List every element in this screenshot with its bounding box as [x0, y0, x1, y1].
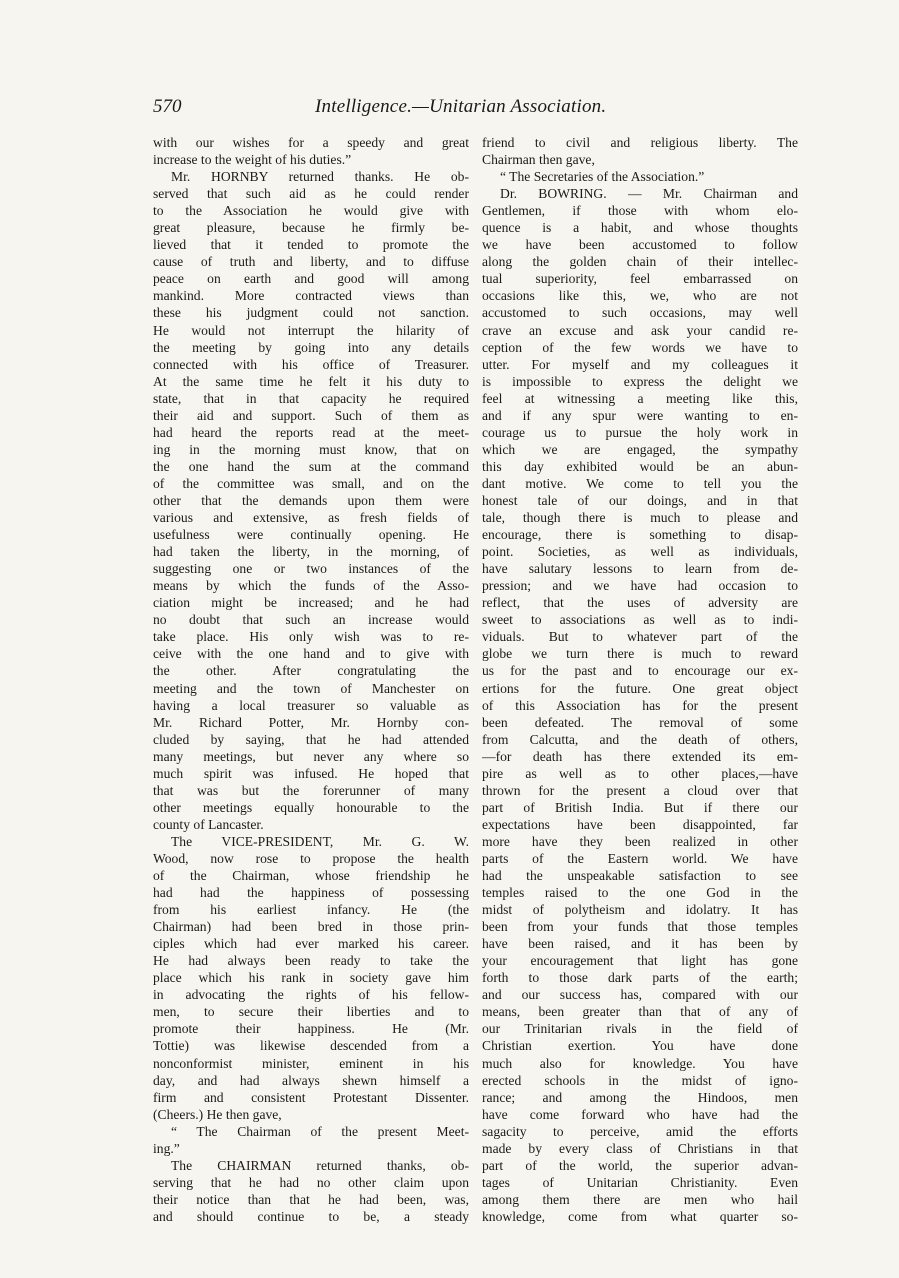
text-line: friend to civil and religious liberty. The: [482, 135, 798, 150]
text-line: with our wishes for a speedy and great: [153, 135, 469, 150]
text-line: Dr. BOWRING. — Mr. Chairman and: [500, 186, 798, 202]
text-line: Mr. Richard Potter, Mr. Hornby con-: [153, 714, 469, 730]
text-line: temples raised to the one God in the: [482, 885, 798, 901]
text-line: connected with his office of Treasurer.: [153, 356, 469, 372]
text-line: their aid and support. Such of them as: [153, 407, 469, 423]
text-line: quence is a habit, and whose thoughts: [482, 220, 798, 236]
text-line: forth to those dark parts of the earth;: [482, 970, 798, 986]
text-line: had the unspeakable satisfaction to see: [482, 868, 798, 884]
text-line: to the Association he would give with: [153, 203, 469, 219]
text-line: tages of Unitarian Christianity. Even: [482, 1174, 798, 1190]
text-line: the one hand the sum at the command: [153, 458, 469, 474]
text-line: point. Societies, as well as individuals,: [482, 544, 798, 560]
text-line: crave an excuse and ask your candid re-: [482, 322, 798, 338]
right-column: [482, 134, 798, 1225]
text-line: reflect, that the uses of adversity are: [482, 595, 798, 611]
text-line: expectations have been disappointed, far: [482, 816, 798, 832]
text-line: in advocating the rights of his fellow-: [153, 987, 469, 1003]
text-line: among them there are men who hail: [482, 1191, 798, 1207]
text-line: lieved that it tended to promote the: [153, 237, 469, 253]
text-line: served that such aid as he could render: [153, 186, 469, 202]
text-line: these his judgment could not sanction.: [153, 305, 469, 321]
text-line: have salutary lessons to learn from de-: [482, 561, 798, 577]
text-line: other that the demands upon them were: [153, 492, 469, 508]
text-line: us for the past and to encourage our ex-: [482, 663, 798, 679]
text-line: other meetings equally honourable to the: [153, 799, 469, 815]
text-line: much spirit was infused. He hoped that: [153, 765, 469, 781]
text-line: been from your funds that those temples: [482, 919, 798, 935]
text-line: part of the world, the superior advan-: [482, 1157, 798, 1173]
text-line: Chairman) had been bred in those prin-: [153, 919, 469, 935]
text-line: —for death has there extended its em-: [482, 748, 798, 764]
text-line: of this Association has for the present: [482, 697, 798, 713]
text-line: firm and consistent Protestant Dissenter.: [153, 1089, 469, 1105]
text-line: more have they been realized in other: [482, 833, 798, 849]
text-line: no doubt that such an increase would: [153, 612, 469, 628]
text-line: ing.”: [153, 1140, 180, 1156]
text-line: great pleasure, because he firmly be-: [153, 220, 469, 236]
text-line: He would not interrupt the hilarity of: [153, 322, 469, 338]
text-line: accustomed to such occasions, may well: [482, 305, 798, 321]
text-line: their notice than that he had been, was,: [153, 1191, 469, 1207]
text-line: parts of the Eastern world. We have: [482, 850, 798, 866]
text-line: sweet to associations as well as to indi-: [482, 612, 798, 628]
text-line: and our success has, compared with our: [482, 987, 798, 1003]
text-line: having a local treasurer so valuable as: [153, 697, 469, 713]
text-line: globe we turn there is much to reward: [482, 646, 798, 662]
text-line: sagacity to perceive, amid the efforts: [482, 1123, 798, 1139]
text-line: and should continue to be, a steady: [153, 1208, 469, 1224]
text-line: viduals. But to whatever part of the: [482, 629, 798, 645]
text-line: pire as well as to other places,—have: [482, 765, 798, 781]
text-line: had taken the liberty, in the morning, of: [153, 544, 469, 560]
text-line: midst of polytheism and idolatry. It has: [482, 902, 798, 918]
text-line: state, that in that capacity he required: [153, 390, 469, 406]
text-line: Chairman then gave,: [482, 152, 595, 168]
text-line: He had always been ready to take the: [153, 953, 469, 969]
text-line: means, been greater than that of any of: [482, 1004, 798, 1020]
text-line: from his earliest infancy. He (the: [153, 902, 469, 918]
text-line: we have been accustomed to follow: [482, 237, 798, 253]
text-line: ciation might be increased; and he had: [153, 595, 469, 611]
text-line: part of British India. But if there our: [482, 799, 798, 815]
text-line: nonconformist minister, eminent in his: [153, 1055, 469, 1071]
text-line: is impossible to express the delight we: [482, 373, 798, 389]
text-line: tual superiority, feel embarrassed on: [482, 271, 798, 287]
text-line: much also for knowledge. You have: [482, 1055, 798, 1071]
text-line: The VICE-PRESIDENT, Mr. G. W.: [171, 833, 469, 849]
text-line: (Cheers.) He then gave,: [153, 1106, 282, 1122]
text-line: Christian exertion. You have done: [482, 1038, 798, 1054]
text-line: had heard the reports read at the meet-: [153, 424, 469, 440]
text-line: promote their happiness. He (Mr.: [153, 1021, 469, 1037]
left-column: [153, 134, 469, 1225]
text-line: have been raised, and it has been by: [482, 936, 798, 952]
text-line: of the Chairman, whose friendship he: [153, 868, 469, 884]
text-line: knowledge, come from what quarter so-: [482, 1208, 798, 1224]
text-line: ception of the few words we have to: [482, 339, 798, 355]
text-line: have come forward who have had the: [482, 1106, 798, 1122]
text-line: Mr. HORNBY returned thanks. He ob-: [171, 169, 469, 185]
text-line: serving that he had no other claim upon: [153, 1174, 469, 1190]
text-line: men, to secure their liberties and to: [153, 1004, 469, 1020]
text-line: Gentlemen, if those with whom elo-: [482, 203, 798, 219]
text-line: meeting and the town of Manchester on: [153, 680, 469, 696]
text-line: ertions for the future. One great object: [482, 680, 798, 696]
text-line: mankind. More contracted views than: [153, 288, 469, 304]
text-line: been defeated. The removal of some: [482, 714, 798, 730]
page-header: [153, 96, 793, 126]
text-line: along the golden chain of their intellec-: [482, 254, 798, 270]
text-line: ciples which had ever marked his career.: [153, 936, 469, 952]
text-line: peace on earth and good will among: [153, 271, 469, 287]
text-line: erected schools in the midst of igno-: [482, 1072, 798, 1088]
text-line: pression; and we have had occasion to: [482, 578, 798, 594]
text-line: Wood, now rose to propose the health: [153, 850, 469, 866]
text-line: our Trinitarian rivals in the field of: [482, 1021, 798, 1037]
page-number: 570: [153, 96, 182, 117]
running-title: Intelligence.—Unitarian Association.: [315, 96, 607, 117]
text-line: from Calcutta, and the death of others,: [482, 731, 798, 747]
text-line: rance; and among the Hindoos, men: [482, 1089, 798, 1105]
text-line: of the committee was small, and on the: [153, 475, 469, 491]
text-line: cause of truth and liberty, and to diffuse: [153, 254, 469, 270]
text-line: occasions like this, we, who are not: [482, 288, 798, 304]
text-line: courage us to pursue the holy work in: [482, 424, 798, 440]
text-line: encourage, there is something to disap-: [482, 527, 798, 543]
text-line: ing in the morning must know, that on: [153, 441, 469, 457]
text-line: honest tale of our doings, and in that: [482, 492, 798, 508]
text-line: and if any spur were wanting to en-: [482, 407, 798, 423]
text-line: The CHAIRMAN returned thanks, ob-: [171, 1157, 469, 1173]
text-line: your encouragement that light has gone: [482, 953, 798, 969]
text-line: thrown for the present a cloud over that: [482, 782, 798, 798]
text-line: county of Lancaster.: [153, 816, 264, 832]
text-line: many meetings, but never any where so: [153, 748, 469, 764]
text-line: place which his rank in society gave him: [153, 970, 469, 986]
text-line: cluded by saying, that he had attended: [153, 731, 469, 747]
text-line: had had the happiness of possessing: [153, 885, 469, 901]
text-line: increase to the weight of his duties.”: [153, 152, 352, 168]
text-line: usefulness were continually opening. He: [153, 527, 469, 543]
text-line: suggesting one or two instances of the: [153, 561, 469, 577]
text-line: the meeting by going into any details: [153, 339, 469, 355]
text-line: which we are engaged, the sympathy: [482, 441, 798, 457]
text-line: various and extensive, as fresh fields of: [153, 510, 469, 526]
text-line: means by which the funds of the Asso-: [153, 578, 469, 594]
text-line: utter. For myself and my colleagues it: [482, 356, 798, 372]
text-line: dant motive. We come to tell you the: [482, 475, 798, 491]
text-line: the other. After congratulating the: [153, 663, 469, 679]
text-line: feel at witnessing a meeting like this,: [482, 390, 798, 406]
text-line: tale, though there is much to please and: [482, 510, 798, 526]
text-line: At the same time he felt it his duty to: [153, 373, 469, 389]
text-line: “ The Chairman of the present Meet-: [171, 1123, 469, 1139]
text-line: ceive with the one hand and to give with: [153, 646, 469, 662]
text-line: “ The Secretaries of the Association.”: [500, 169, 705, 185]
text-line: take place. His only wish was to re-: [153, 629, 469, 645]
text-line: that was but the forerunner of many: [153, 782, 469, 798]
text-line: Tottie) was likewise descended from a: [153, 1038, 469, 1054]
text-line: this day exhibited would be an abun-: [482, 458, 798, 474]
text-line: made by every class of Christians in that: [482, 1140, 798, 1156]
text-line: day, and had always shewn himself a: [153, 1072, 469, 1088]
